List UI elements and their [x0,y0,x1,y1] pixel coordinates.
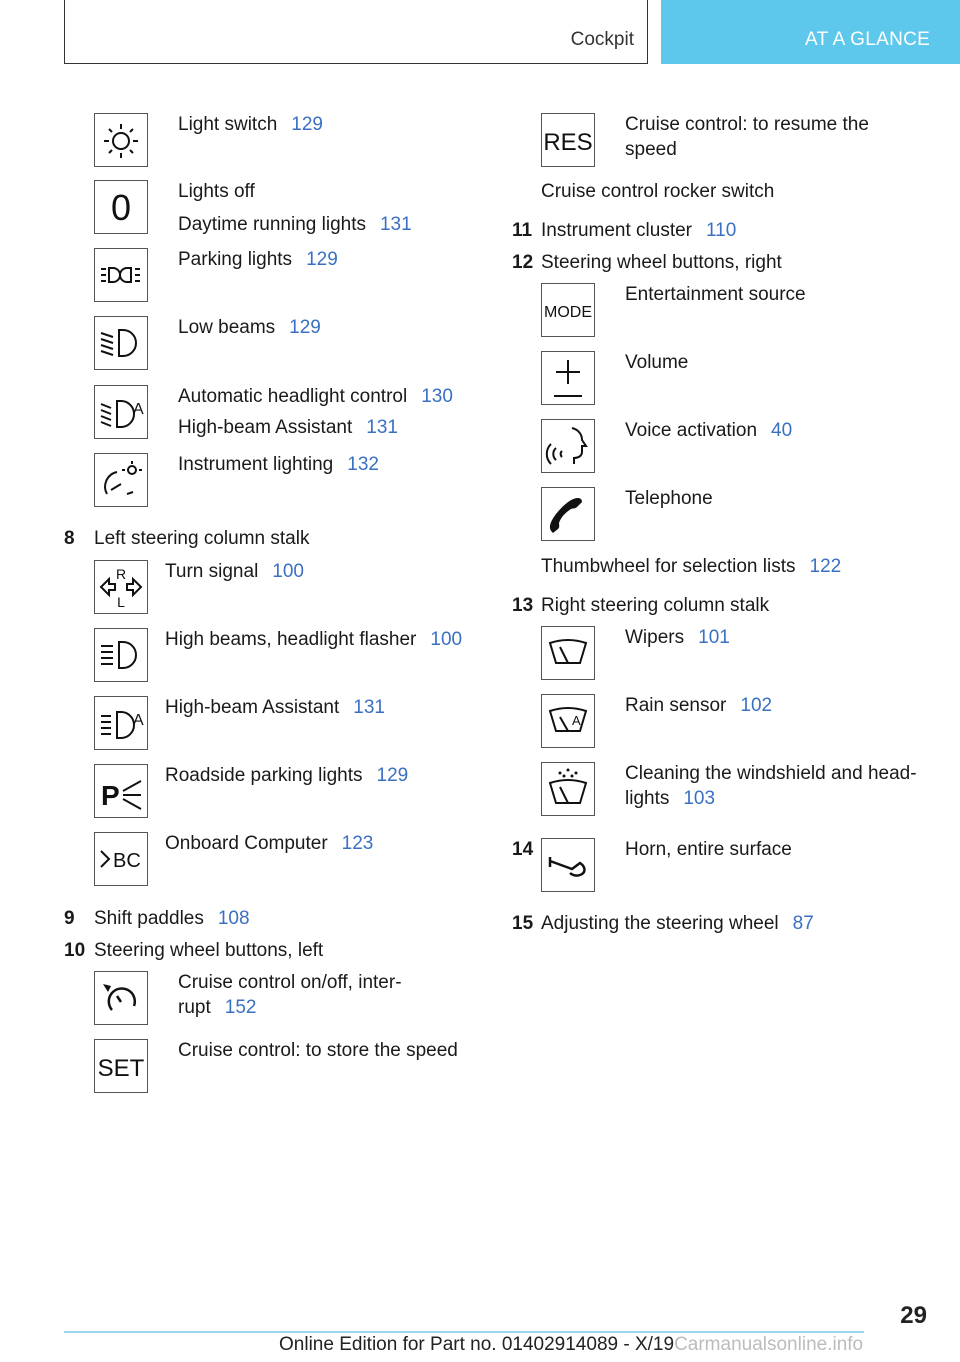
page-link[interactable]: 131 [379,214,412,235]
horn-icon [541,838,595,892]
high-beam-assistant-icon [94,696,148,750]
turn-signal-icon [94,560,148,614]
entertainment-label: Entertainment source [625,284,806,305]
svg-text:A: A [572,713,581,728]
horn-label: Horn, entire surface [625,839,792,860]
page-link[interactable]: 123 [341,833,374,854]
instrument-lighting-entry: Instrument lighting 132 [178,454,379,475]
instrument-cluster-entry: Instrument cluster 110 [541,220,737,241]
page-link[interactable]: 129 [291,114,323,135]
low-beams-icon [94,316,148,370]
svg-text:0: 0 [110,187,132,228]
svg-text:RES: RES [543,129,593,156]
item-number: 12 [512,252,534,273]
left-stalk-heading: Left steering column stalk [94,528,310,549]
page-link[interactable]: 129 [376,765,409,786]
svg-text:R: R [115,566,127,582]
low-beams-entry: Low beams 129 [178,317,321,338]
turn-signal-entry: Turn signal 100 [165,561,304,582]
cruise-onoff-label-1: Cruise control on/off, inter- [178,972,402,993]
shift-paddles-entry: Shift paddles 108 [94,908,250,929]
light-switch-icon [94,113,148,167]
lights-off-icon [94,180,148,234]
parking-lights-entry: Parking lights 129 [178,249,338,270]
footer-text: Online Edition for Part no. 01402914089 - X/19Carmanualsonline.info [279,1334,864,1355]
high-beam-assistant-entry: High-beam Assistant 131 [178,417,398,438]
roadside-parking-icon [94,764,148,818]
page-link[interactable]: 132 [347,454,379,475]
set-icon [94,1039,148,1093]
watermark: Carmanualsonline.info [674,1334,864,1355]
cruise-control-icon [94,971,148,1025]
res-icon [541,113,595,167]
adjust-wheel-entry: Adjusting the steering wheel 87 [541,913,814,934]
chapter-title: AT A GLANCE [805,29,931,50]
page-link[interactable]: 40 [771,420,793,441]
page-link[interactable]: 87 [792,913,814,934]
item-number: 9 [64,908,75,929]
cleaning-entry: lights 103 [625,788,716,809]
mode-icon [541,283,595,337]
thumbwheel-entry: Thumbwheel for selection lists 122 [541,556,842,577]
page-link[interactable]: 130 [421,386,453,407]
voice-activation-icon [541,419,595,473]
svg-text:P: P [101,780,120,811]
roadside-parking-entry: Roadside parking lights 129 [165,765,409,786]
cruise-store-label: Cruise control: to store the speed [178,1040,458,1061]
svg-text:BC: BC [113,850,141,872]
onboard-computer-icon [94,832,148,886]
page-link[interactable]: 129 [306,249,338,270]
auto-headlight-icon [94,385,148,439]
item-number: 14 [512,839,534,860]
page-link[interactable]: 108 [217,908,250,929]
svg-text:MODE: MODE [544,304,592,321]
page-link[interactable]: 131 [366,417,398,438]
right-buttons-heading: Steering wheel buttons, right [541,252,782,273]
high-beams-entry: High beams, headlight flasher 100 [165,629,463,650]
onboard-computer-entry: Onboard Computer 123 [165,833,374,854]
section-title: Cockpit [570,29,634,50]
rain-sensor-icon [541,694,595,748]
telephone-icon [541,487,595,541]
instrument-lighting-icon [94,453,148,507]
high-beam-assistant-entry: High-beam Assistant 131 [165,697,385,718]
wipers-entry: Wipers 101 [625,627,730,648]
item-number: 15 [512,913,534,934]
rain-sensor-entry: Rain sensor 102 [625,695,773,716]
parking-lights-icon [94,248,148,302]
rocker-switch-label: Cruise control rocker switch [541,181,775,202]
telephone-label: Telephone [625,488,713,509]
page-link[interactable]: 101 [698,627,730,648]
high-beams-icon [94,628,148,682]
svg-text:L: L [117,594,125,610]
page-link[interactable]: 152 [224,997,257,1018]
cruise-onoff-entry: rupt 152 [178,997,257,1018]
voice-activation-entry: Voice activation 40 [625,420,793,441]
page-number: 29 [900,1302,927,1329]
right-stalk-heading: Right steering column stalk [541,595,770,616]
daytime-lights-entry: Daytime running lights 131 [178,214,412,235]
item-number: 10 [64,940,86,961]
svg-text:SET: SET [97,1055,145,1082]
cleaning-label-1: Cleaning the windshield and head- [625,763,917,784]
lights-off-label: Lights off [178,181,255,202]
page-link[interactable]: 100 [272,561,304,582]
volume-label: Volume [625,352,689,373]
item-number: 8 [64,528,75,549]
item-number: 11 [512,220,533,241]
header-box [64,0,648,64]
auto-headlight-entry: Automatic headlight control 130 [178,386,453,407]
page-link[interactable]: 122 [809,556,842,577]
page-link[interactable]: 100 [430,629,463,650]
volume-icon [541,351,595,405]
item-number: 13 [512,595,534,616]
cruise-resume-label-2: speed [625,139,677,160]
page-link[interactable]: 129 [289,317,321,338]
page-link[interactable]: 131 [353,697,385,718]
washer-icon [541,762,595,816]
cruise-resume-label-1: Cruise control: to resume the [625,114,869,135]
footer-divider [64,1331,864,1333]
page-link[interactable]: 110 [706,220,737,241]
wipers-icon [541,626,595,680]
page-link[interactable]: 103 [683,788,716,809]
left-buttons-heading: Steering wheel buttons, left [94,940,324,961]
svg-text:A: A [133,712,144,729]
svg-text:A: A [133,401,144,418]
page-link[interactable]: 102 [740,695,773,716]
light-switch-entry: Light switch 129 [178,114,323,135]
